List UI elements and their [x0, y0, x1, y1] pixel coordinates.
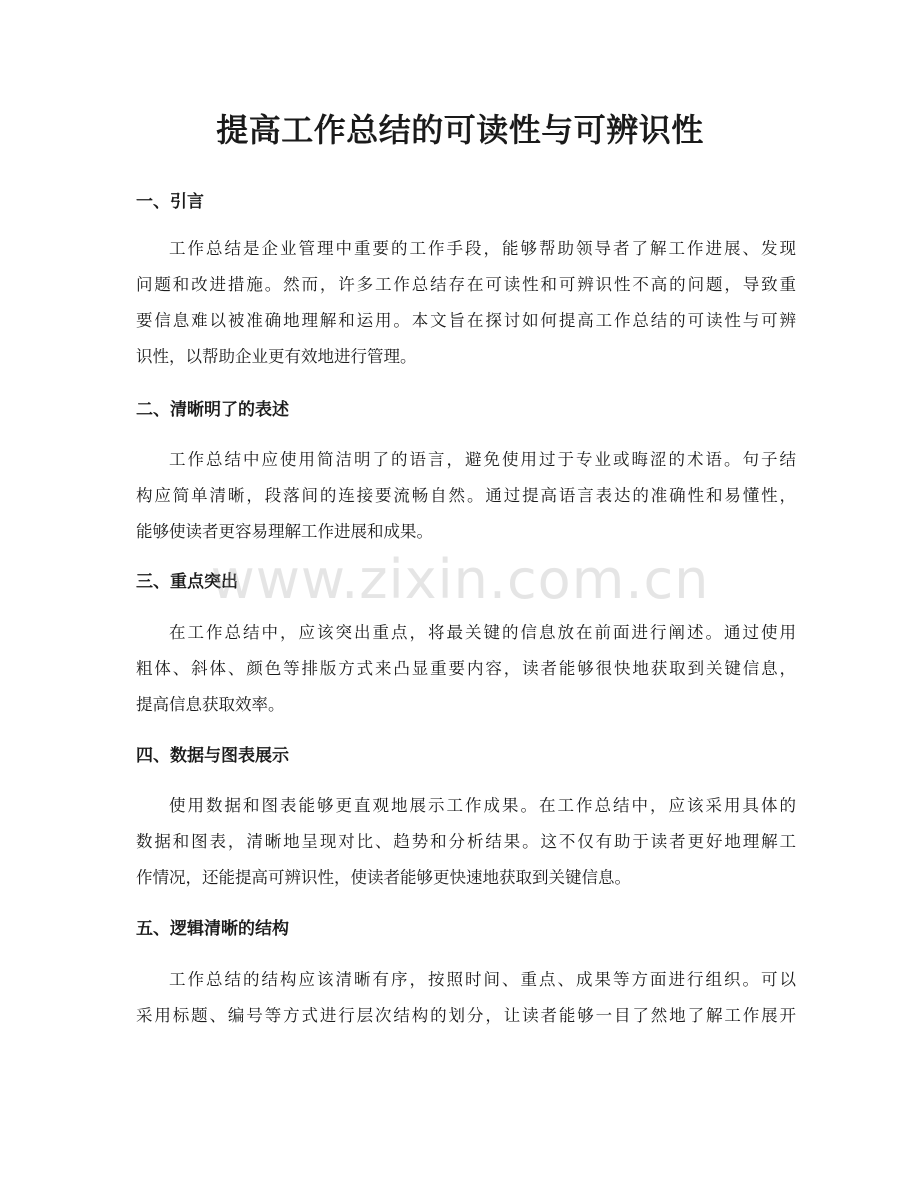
document-title: 提高工作总结的可读性与可辨识性	[216, 111, 704, 149]
paragraph-line: 采用标题、编号等方式进行层次结构的划分，让读者能够一目了然地了解工作展开	[136, 1006, 796, 1025]
section-heading-logical-structure: 五、逻辑清晰的结构	[136, 919, 289, 939]
paragraph-highlight-key-points	[136, 615, 796, 723]
section-heading-introduction: 一、引言	[136, 192, 204, 212]
paragraph-line: 工作总结的结构应该清晰有序，按照时间、重点、成果等方面进行组织。可以	[169, 970, 796, 989]
paragraph-line: 使用数据和图表能够更直观地展示工作成果。在工作总结中，应该采用具体的	[169, 796, 796, 815]
paragraph-line: 能够使读者更容易理解工作进展和成果。	[136, 522, 433, 541]
paragraph-line: 工作总结中应使用简洁明了的语言，避免使用过于专业或晦涩的术语。句子结	[169, 450, 796, 469]
paragraph-line: 问题和改进措施。然而，许多工作总结存在可读性和可辨识性不高的问题，导致重	[136, 275, 796, 294]
paragraph-logical-structure	[136, 962, 796, 1034]
paragraph-line: 粗体、斜体、颜色等排版方式来凸显重要内容，读者能够很快地获取到关键信息，	[136, 659, 796, 678]
paragraph-line: 工作总结是企业管理中重要的工作手段，能够帮助领导者了解工作进展、发现	[169, 239, 796, 258]
paragraph-line: 数据和图表，清晰地呈现对比、趋势和分析结果。这不仅有助于读者更好地理解工	[136, 832, 796, 851]
paragraph-line: 提高信息获取效率。	[136, 695, 285, 714]
paragraph-line: 识性，以帮助企业更有效地进行管理。	[136, 347, 417, 366]
watermark-text: www.zixin.com.cn	[210, 548, 710, 611]
paragraph-clear-expression	[136, 442, 796, 550]
section-heading-data-and-charts: 四、数据与图表展示	[136, 746, 289, 766]
paragraph-line: 构应简单清晰，段落间的连接要流畅自然。通过提高语言表达的准确性和易懂性，	[136, 486, 796, 505]
paragraph-introduction	[136, 231, 796, 375]
section-heading-clear-expression: 二、清晰明了的表述	[136, 400, 289, 420]
paragraph-line: 在工作总结中，应该突出重点，将最关键的信息放在前面进行阐述。通过使用	[169, 623, 796, 642]
section-heading-highlight-key-points: 三、重点突出	[136, 572, 238, 592]
paragraph-line: 要信息难以被准确地理解和运用。本文旨在探讨如何提高工作总结的可读性与可辨	[136, 311, 796, 330]
paragraph-data-and-charts	[136, 788, 796, 896]
paragraph-line: 作情况，还能提高可辨识性，使读者能够更快速地获取到关键信息。	[136, 868, 631, 887]
